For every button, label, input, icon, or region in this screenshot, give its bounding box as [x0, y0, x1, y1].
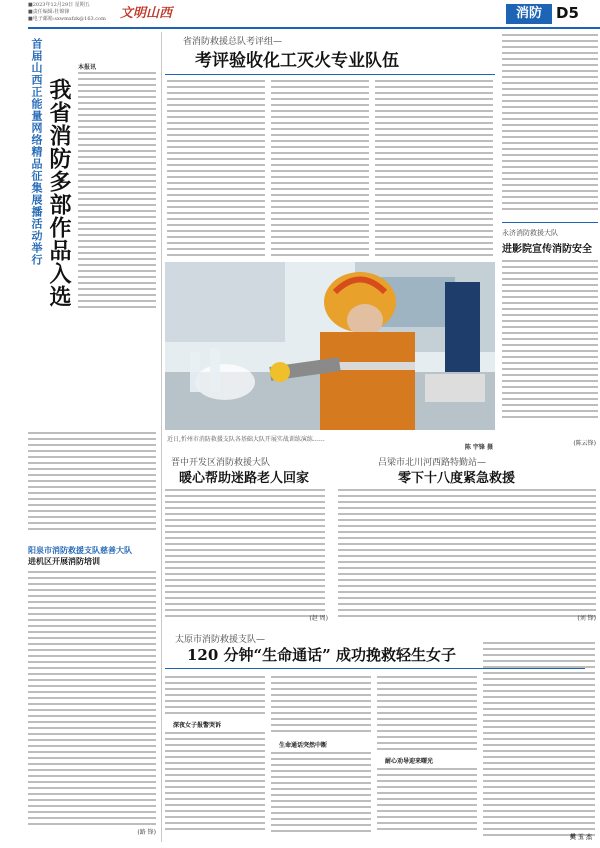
- photo-credit: 陈 宇锋 摄: [464, 444, 493, 451]
- brief-title: 阳泉市消防救援支队慈善大队: [28, 545, 132, 555]
- old-man-body: [165, 489, 325, 621]
- left-feature: [28, 32, 158, 542]
- life-call-col4: [483, 642, 595, 840]
- main-kicker: 省消防救援总队考评组—: [183, 37, 283, 47]
- page-number: D5: [556, 4, 579, 22]
- life-call-kicker: 太原市消防救援支队—: [175, 635, 266, 645]
- right-top-article: [502, 32, 598, 452]
- life-call-col2: [271, 676, 371, 736]
- right-headline: 进影院宣传消防安全: [502, 244, 592, 255]
- life-call-headline: 120 分钟“生命通话” 成功挽救轻生女子: [187, 646, 457, 664]
- rescue-article: [338, 455, 598, 625]
- main-body-col1: [167, 80, 265, 260]
- life-call-col3: [377, 676, 477, 754]
- firefighter-photo: [165, 262, 495, 430]
- date-line: ■2023年12月29日 星期五: [28, 2, 90, 8]
- feature-body-lower: [28, 432, 156, 534]
- right-article-rule: [502, 222, 598, 223]
- life-call-sub2: 生命通话突然中断: [279, 742, 328, 749]
- header-rule: [28, 27, 600, 29]
- brand-logo: 文明山西: [120, 6, 173, 21]
- feature-title: 我省消防多部作品入选: [46, 78, 72, 308]
- feature-body: [78, 72, 156, 312]
- rescue-headline: 零下十八度紧急救援: [398, 471, 516, 486]
- right-top-body: [502, 34, 598, 214]
- life-call-article: [165, 632, 598, 844]
- brief-article: [28, 545, 158, 840]
- old-man-kicker: 晋中开发区消防救援大队: [171, 458, 271, 468]
- main-headline-rule: [165, 74, 495, 75]
- life-call-sub3: 耐心劝导迎来曙光: [385, 758, 434, 765]
- life-call-col3b: [377, 768, 477, 834]
- photo-illustration: [165, 262, 495, 430]
- right-author: (陈云锋): [573, 440, 596, 447]
- feature-reporter: 本报讯: [78, 64, 97, 71]
- email-line: ■电子邮箱:sxwmxfzk@163.com: [28, 16, 106, 22]
- life-call-col1: [165, 676, 265, 718]
- brief-body: [28, 571, 156, 829]
- rescue-body: [338, 489, 596, 621]
- main-article: [165, 32, 495, 452]
- right-body: [502, 260, 598, 422]
- old-man-author: (赵 周): [309, 615, 328, 622]
- section-label: 消防: [506, 4, 552, 24]
- old-man-headline: 暖心帮助迷路老人回家: [179, 471, 310, 486]
- right-kicker: 永济消防救援大队: [502, 229, 558, 237]
- brief-title-2: 进机区开展消防培训: [28, 556, 100, 566]
- main-headline: 考评验收化工灭火专业队伍: [195, 51, 399, 71]
- life-call-col2b: [271, 752, 371, 836]
- brief-author: (路 锋): [137, 829, 156, 836]
- life-call-col1b: [165, 732, 265, 834]
- main-body-col2: [271, 80, 369, 260]
- column-divider: [161, 32, 162, 842]
- old-man-article: [165, 455, 330, 625]
- rescue-kicker: 吕梁市北川河西路特勤站—: [378, 458, 487, 468]
- life-call-sub1: 深夜女子报警哭诉: [173, 722, 222, 729]
- photo-caption: 近日,忻州市消防救援支队各基础大队开展实战训练演练……: [167, 436, 325, 443]
- main-body-col3: [375, 80, 493, 260]
- masthead: [0, 0, 600, 28]
- feature-subtitle: 首届山西正能量网络精品征集展播活动举行: [30, 38, 43, 266]
- rescue-author: (刘 锋): [577, 615, 596, 622]
- life-call-author: 樊 玉 杰: [569, 834, 592, 841]
- editor-line: ■责任编辑:杜锦锋: [28, 9, 70, 15]
